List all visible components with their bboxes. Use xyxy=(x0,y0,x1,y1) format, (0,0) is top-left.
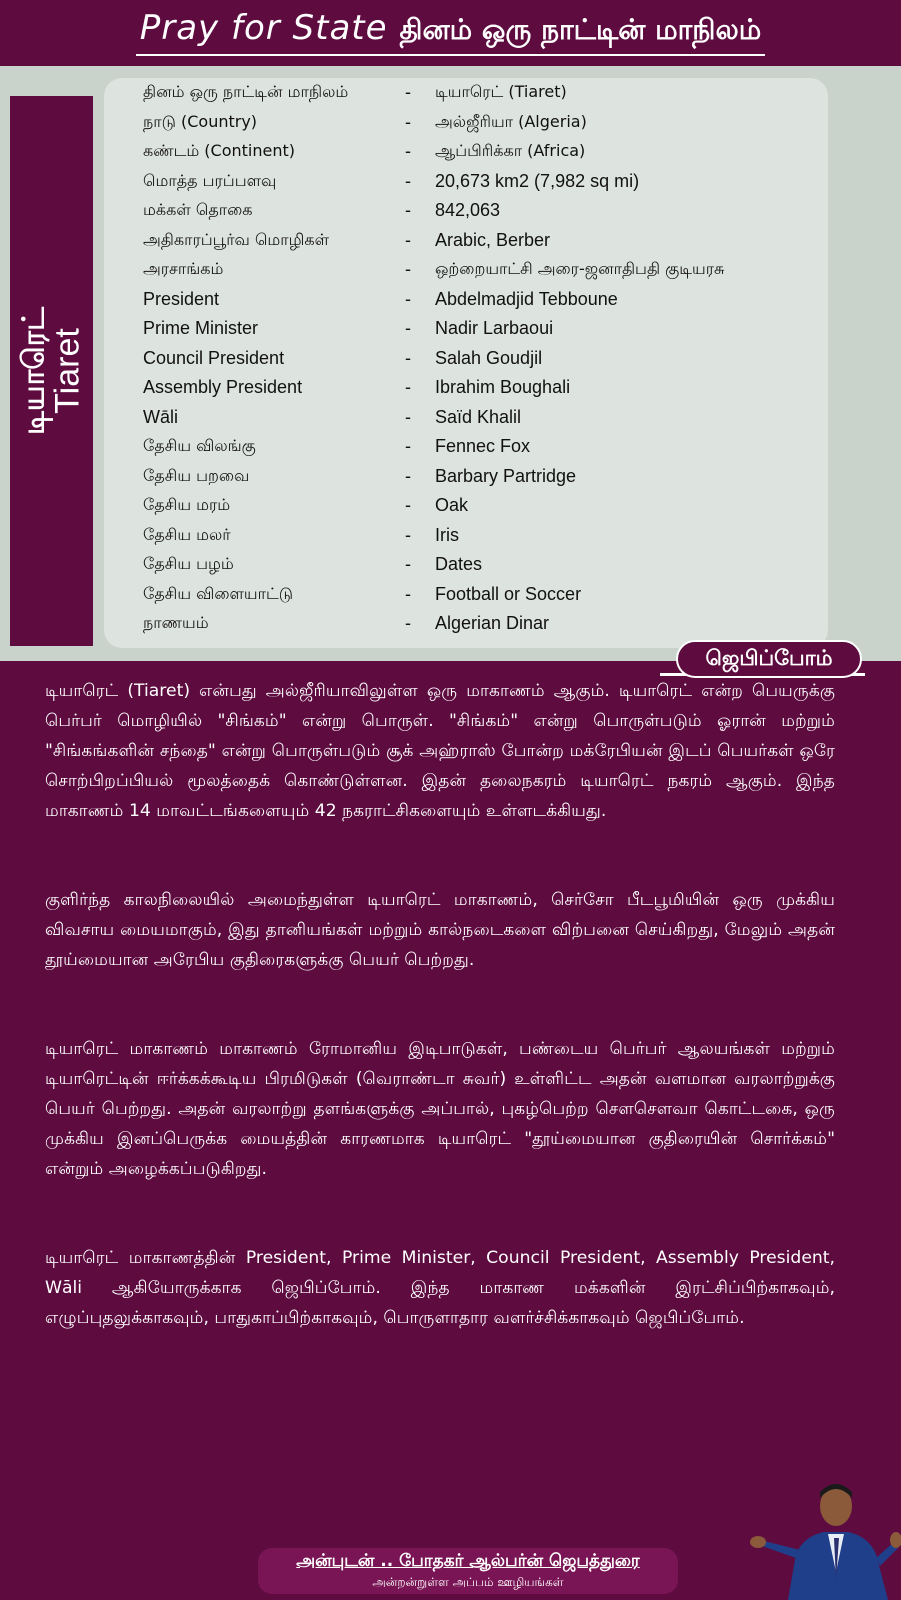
fact-separator: - xyxy=(405,200,411,221)
fact-separator: - xyxy=(405,259,411,280)
fact-label: தேசிய மரம் xyxy=(143,495,231,515)
state-name-tamil: டியாரெட் xyxy=(15,307,51,435)
fact-value: Salah Goudjil xyxy=(435,347,543,368)
fact-separator: - xyxy=(405,347,411,368)
fact-row xyxy=(143,373,724,403)
fact-row xyxy=(143,580,724,610)
fact-separator: - xyxy=(405,613,411,634)
fact-separator: - xyxy=(405,318,411,339)
fact-separator: - xyxy=(405,288,411,309)
fact-value: Oak xyxy=(435,495,469,516)
preacher-photo xyxy=(748,1462,901,1600)
footer-author: அன்புடன் .. போதகர் ஆல்பர்ன் ஜெபத்துரை xyxy=(296,1551,640,1571)
fact-label: Wāli xyxy=(143,406,178,427)
fact-row xyxy=(143,609,724,639)
fact-label: Council President xyxy=(143,347,285,368)
description-body xyxy=(45,676,835,1392)
fact-value: Abdelmadjid Tebboune xyxy=(435,288,618,309)
fact-row xyxy=(143,167,724,197)
fact-label: மொத்த பரப்பளவு xyxy=(143,170,277,190)
fact-separator: - xyxy=(405,554,411,575)
footer-signature xyxy=(258,1548,678,1594)
fact-separator: - xyxy=(405,141,411,162)
fact-value: Arabic, Berber xyxy=(435,229,551,250)
fact-label: நாணயம் xyxy=(143,613,209,633)
fact-row xyxy=(143,108,724,138)
fact-row xyxy=(143,196,724,226)
footer-ministry: அன்றன்றுள்ள அப்பம் ஊழியங்கள் xyxy=(372,1575,564,1589)
fact-separator: - xyxy=(405,524,411,545)
fact-label: தேசிய விலங்கு xyxy=(143,436,256,456)
fact-label: நாடு (Country) xyxy=(143,111,258,131)
fact-label: தேசிய மலர் xyxy=(143,524,231,544)
fact-separator: - xyxy=(405,406,411,427)
fact-value: அல்ஜீரியா (Algeria) xyxy=(435,111,587,131)
page-title xyxy=(136,8,766,56)
fact-row xyxy=(143,78,724,108)
fact-value: 842,063 xyxy=(435,200,501,221)
state-name-tag xyxy=(10,96,93,646)
title-english: Pray for State xyxy=(139,8,388,48)
header-bar xyxy=(0,0,901,64)
fact-label: President xyxy=(143,288,220,309)
fact-label: கண்டம் (Continent) xyxy=(143,141,295,161)
fact-label: மக்கள் தொகை xyxy=(143,200,253,220)
fact-label: தேசிய பழம் xyxy=(143,554,234,574)
pray-badge: ஜெபிப்போம் xyxy=(676,640,862,678)
fact-label: தேசிய பறவை xyxy=(143,465,250,485)
title-tamil: தினம் ஒரு நாட்டின் மாநிலம் xyxy=(399,13,762,46)
fact-row xyxy=(143,137,724,167)
fact-separator: - xyxy=(405,465,411,486)
fact-value: ஆப்பிரிக்கா (Africa) xyxy=(435,141,586,161)
fact-separator: - xyxy=(405,229,411,250)
fact-row xyxy=(143,285,724,315)
fact-value: Saïd Khalil xyxy=(435,406,522,427)
fact-row xyxy=(143,344,724,374)
fact-label: அரசாங்கம் xyxy=(143,259,224,279)
fact-label: Assembly President xyxy=(143,377,303,398)
fact-value: ஒற்றையாட்சி அரை-ஜனாதிபதி குடியரசு xyxy=(435,259,725,279)
fact-row xyxy=(143,462,724,492)
fact-separator: - xyxy=(405,82,411,103)
fact-row xyxy=(143,521,724,551)
fact-value: Nadir Larbaoui xyxy=(435,318,554,339)
fact-label: தேசிய விளையாட்டு xyxy=(143,583,293,603)
fact-separator: - xyxy=(405,377,411,398)
fact-row xyxy=(143,255,724,285)
paragraph-prayer: டியாரெட் மாகாணத்தின் President, Prime Minister, Council President, Assembly President, Wāli ஆகியோருக்காக ஜெபிப்போம். இந்த மாகாண மக்களின் இரட்சிப்பிற்காகவும், எழுப்புதலுக்காகவும், பாதுகாப்பிற்காகவும், பொருளாதார வளர்ச்சிக்காகவும் ஜெபிப்போம். xyxy=(45,1248,835,1328)
fact-value: Iris xyxy=(435,524,459,545)
fact-label: அதிகாரப்பூர்வ மொழிகள் xyxy=(143,229,330,249)
fact-value: Dates xyxy=(435,554,483,575)
fact-row xyxy=(143,314,724,344)
fact-separator: - xyxy=(405,436,411,457)
fact-label: தினம் ஒரு நாட்டின் மாநிலம் xyxy=(143,82,349,102)
fact-value: Algerian Dinar xyxy=(435,613,550,634)
fact-value: 20,673 km2 (7,982 sq mi) xyxy=(435,170,640,191)
fact-row xyxy=(143,403,724,433)
fact-label: Prime Minister xyxy=(143,318,259,339)
fact-separator: - xyxy=(405,583,411,604)
paragraph-history: டியாரெட் மாகாணம் மாகாணம் ரோமானிய இடிபாடுகள், பண்டைய பெர்பர் ஆலயங்கள் மற்றும் டியாரெட்டின் ஈர்க்கக்கூடிய பிரமிடுகள் (வெராண்டா சுவர்) உள்ளிட்ட அதன் வளமான வரலாற்றுக்கு பெயர் பெற்றது. அதன் வரலாற்று தளங்களுக்கு அப்பால், புகழ்பெற்ற சௌசௌவா கொட்டகை, ஒரு முக்கிய இனப்பெருக்க மையத்தின் காரணமாக டியாரெட் "தூய்மையான குதிரையின் சொர்க்கம்" என்றும் அழைக்கப்படுகிறது. xyxy=(45,1039,835,1179)
fact-separator: - xyxy=(405,111,411,132)
fact-separator: - xyxy=(405,495,411,516)
fact-row xyxy=(143,432,724,462)
facts-table xyxy=(143,78,724,639)
fact-row xyxy=(143,550,724,580)
fact-row xyxy=(143,226,724,256)
fact-value: Ibrahim Boughali xyxy=(435,377,571,398)
state-name-english: Tiaret xyxy=(47,328,86,414)
fact-value: Barbary Partridge xyxy=(435,465,577,486)
fact-row xyxy=(143,491,724,521)
fact-value: Football or Soccer xyxy=(435,583,582,604)
paragraph-intro: டியாரெட் (Tiaret) என்பது அல்ஜீரியாவிலுள்ள ஒரு மாகாணம் ஆகும். டியாரெட் என்ற பெயருக்கு பெர்பர் மொழியில் "சிங்கம்" என்று பொருள். "சிங்கம்" என்று பொருள்படும் ஓரான் மற்றும் "சிங்கங்களின் சந்தை" என்று பொருள்படும் சூக் அஹ்ராஸ் போன்ற மக்ரேபியன் இடப் பெயர்கள் ஒரே சொற்பிறப்பியல் மூலத்தைக் கொண்டுள்ளன. இதன் தலைநகரம் டியாரெட் நகரம் ஆகும். இந்த மாகாணம் 14 மாவட்டங்களையும் 42 நகராட்சிகளையும் உள்ளடக்கியது. xyxy=(45,681,835,821)
paragraph-agriculture: குளிர்ந்த காலநிலையில் அமைந்துள்ள டியாரெட் மாகாணம், செர்சோ பீடபூமியின் ஒரு முக்கிய விவசாய மையமாகும், இது தானியங்கள் மற்றும் கால்நடைகளை விற்பனை செய்கிறது, மேலும் அதன் தூய்மையான அரேபிய குதிரைகளுக்கு பெயர் பெற்றது. xyxy=(45,890,835,970)
fact-separator: - xyxy=(405,170,411,191)
fact-value: டியாரெட் (Tiaret) xyxy=(435,82,567,102)
fact-value: Fennec Fox xyxy=(435,436,531,457)
